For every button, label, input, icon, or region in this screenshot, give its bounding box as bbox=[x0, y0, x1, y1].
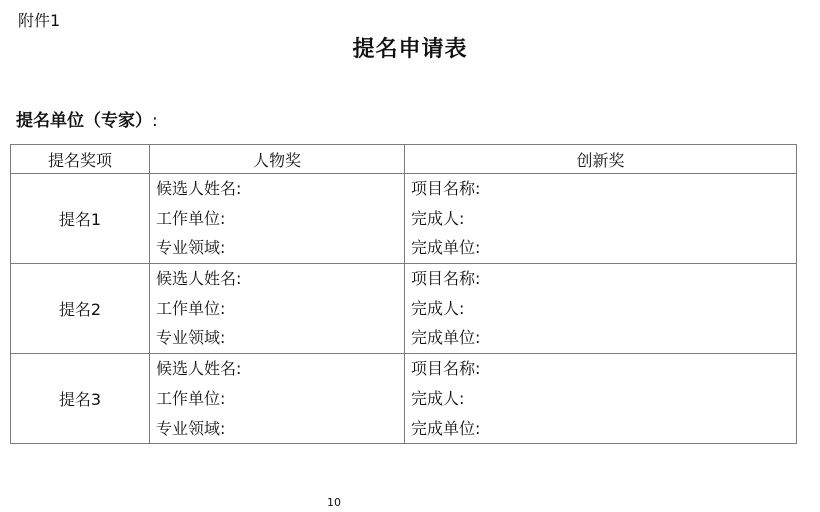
page-title: 提名申请表 bbox=[352, 37, 468, 62]
header-award-category: 提名奖项 bbox=[11, 145, 150, 174]
project-name-field: 项目名称: bbox=[411, 359, 481, 379]
nomination-label: 提名1 bbox=[11, 174, 150, 264]
innovation-award-cell[interactable] bbox=[405, 354, 797, 444]
innovation-award-cell[interactable] bbox=[405, 174, 797, 264]
innovation-award-cell[interactable] bbox=[405, 264, 797, 354]
header-innovation-award: 创新奖 bbox=[405, 145, 797, 174]
candidate-name-field: 候选人姓名: bbox=[156, 179, 242, 198]
table-row bbox=[11, 264, 797, 354]
specialty-field: 专业领域: bbox=[156, 328, 226, 348]
completing-unit-field: 完成单位: bbox=[411, 418, 481, 438]
page-number: 10 bbox=[327, 496, 341, 509]
work-unit-field: 工作单位: bbox=[156, 208, 226, 228]
nominating-unit-text: 提名单位（专家） bbox=[16, 111, 152, 131]
contributor-field: 完成人: bbox=[411, 208, 465, 228]
person-award-cell[interactable] bbox=[150, 354, 405, 444]
specialty-field: 专业领域: bbox=[156, 418, 226, 438]
nomination-label: 提名2 bbox=[11, 264, 150, 354]
person-award-cell[interactable] bbox=[150, 174, 405, 264]
completing-unit-field: 完成单位: bbox=[411, 238, 481, 258]
nominating-unit-colon: : bbox=[152, 111, 158, 131]
person-award-cell[interactable] bbox=[150, 264, 405, 354]
nominating-unit-label bbox=[16, 106, 158, 131]
table-row bbox=[11, 354, 797, 444]
header-person-award: 人物奖 bbox=[150, 145, 405, 174]
nomination-table bbox=[10, 144, 797, 444]
work-unit-field: 工作单位: bbox=[156, 388, 226, 408]
work-unit-field: 工作单位: bbox=[156, 298, 226, 318]
contributor-field: 完成人: bbox=[411, 388, 465, 408]
specialty-field: 专业领域: bbox=[156, 238, 226, 258]
table-header-row bbox=[11, 145, 797, 174]
candidate-name-field: 候选人姓名: bbox=[156, 269, 242, 289]
candidate-name-field: 候选人姓名: bbox=[156, 359, 242, 379]
contributor-field: 完成人: bbox=[411, 298, 465, 318]
project-name-field: 项目名称: bbox=[411, 269, 481, 289]
attachment-label: 附件1 bbox=[18, 11, 61, 30]
table-row bbox=[11, 174, 797, 264]
completing-unit-field: 完成单位: bbox=[411, 328, 481, 348]
nomination-label: 提名3 bbox=[11, 354, 150, 444]
project-name-field: 项目名称: bbox=[411, 179, 481, 198]
